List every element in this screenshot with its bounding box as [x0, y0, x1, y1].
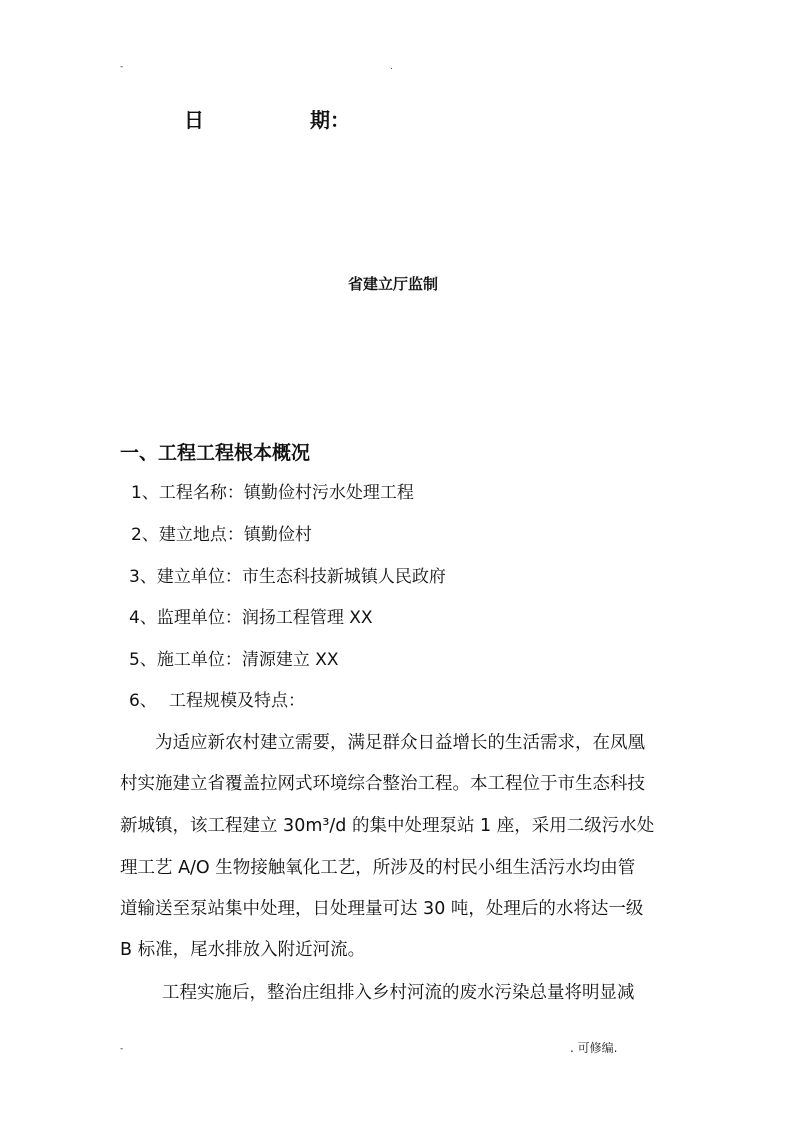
paragraph-line: 道输送至泵站集中处理，日处理量可达 30 吨，处理后的水将达一级 [120, 899, 644, 919]
item-text: 建立单位：市生态科技新城镇人民政府 [156, 567, 446, 587]
list-item [129, 606, 373, 630]
item-number: 4、 [129, 608, 157, 628]
item-text: 工程规模及特点： [169, 691, 305, 711]
item-number: 6、 [129, 691, 157, 711]
date-label-ri: 日 [184, 108, 204, 132]
item-text: 施工单位：清源建立 XX [156, 650, 339, 670]
item-text: 工程名称：镇勤俭村污水处理工程 [158, 483, 414, 503]
header-left-mark: - [120, 62, 124, 72]
footer-left-mark: - [120, 1044, 124, 1054]
item-text: 监理单位：润扬工程管理 XX [156, 608, 373, 628]
paragraph-line: 村实施建立省覆盖拉网式环境综合整治工程。本工程位于市生态科技 [120, 774, 645, 794]
paragraph-line: B 标准，尾水排放入附近河流。 [120, 940, 366, 960]
list-item [129, 648, 339, 672]
list-item [129, 565, 446, 589]
list-item [129, 689, 305, 713]
paragraph-line: 工程实施后，整治庄组排入乡村河流的废水污染总量将明显减 [162, 983, 635, 1003]
date-label-qi: 期： [310, 108, 350, 132]
item-number: 5、 [129, 650, 157, 670]
paragraph-line: 新城镇，该工程建立 30m³/d 的集中处理泵站 1 座，采用二级污水处 [120, 816, 655, 836]
list-item [131, 481, 414, 505]
item-number: 2、 [131, 525, 159, 545]
footer-editable-note: . 可修编. [570, 1041, 618, 1055]
item-number: 1、 [131, 483, 159, 503]
list-item [131, 523, 312, 547]
item-text: 建立地点：镇勤俭村 [158, 525, 312, 545]
paragraph-line: 为适应新农村建立需要，满足群众日益增长的生活需求，在凤凰 [155, 733, 645, 753]
header-right-mark: . [390, 62, 393, 72]
item-number: 3、 [129, 567, 157, 587]
section-heading: 一、工程工程根本概况 [120, 442, 311, 464]
paragraph-line: 理工艺 A/O 生物接触氧化工艺，所涉及的村民小组生活污水均由管 [120, 858, 636, 878]
supervision-text: 省建立厅监制 [348, 275, 439, 293]
